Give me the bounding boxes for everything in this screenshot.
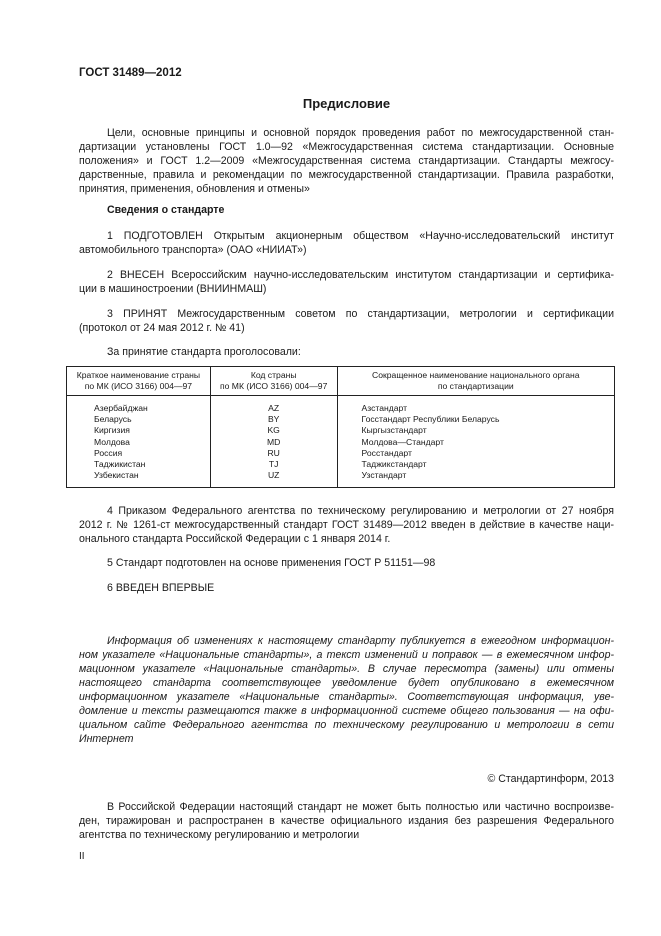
text-line: ции в машиностроении (ВНИИНМАШ) <box>79 283 267 295</box>
body-cell: Азстандарт <box>337 396 614 415</box>
text-line: 1 ПОДГОТОВЛЕН Открытым акционерным обществом «Научно-исследовательский институт <box>107 230 614 242</box>
text-line: 5 Стандарт подготовлен на основе применения ГОСТ Р 51151—98 <box>107 557 436 569</box>
section-heading: Сведения о стандарте <box>107 204 225 216</box>
body-cell: Таджикстандарт <box>337 459 614 470</box>
text-line: агентства по техническому регулированию и метрологии <box>79 829 360 841</box>
body-cell: Узстандарт <box>337 470 614 488</box>
text-line: онального стандарта Российской Федерации с 1 января 2014 г. <box>79 533 391 545</box>
text-line: 6 ВВЕДЕН ВПЕРВЫЕ <box>107 582 215 594</box>
table-header-row <box>67 367 615 396</box>
item-5-paragraph <box>79 556 614 570</box>
code-cell: KG <box>210 425 337 436</box>
final-paragraph <box>79 800 614 842</box>
text-line: Информация об изменениях к настоящему стандарту публикуется в ежегодном информацион- <box>107 635 614 647</box>
country-cell: Беларусь <box>67 414 211 425</box>
table-row <box>67 459 615 470</box>
text-line: принятия, применения, обновления и отмены» <box>79 183 310 195</box>
text-line: Цели, основные принципы и основной порядок проведения работ по межгосударственной стан- <box>107 127 614 139</box>
text-line: автомобильного транспорта» (ОАО «НИИАТ») <box>79 244 307 256</box>
country-cell: Азербайджан <box>67 396 211 415</box>
table-row <box>67 437 615 448</box>
item-2-paragraph <box>79 268 614 296</box>
info-paragraph <box>79 634 614 746</box>
table-row <box>67 448 615 459</box>
item-3-paragraph <box>79 307 614 335</box>
text-line: 2 ВНЕСЕН Всероссийским научно-исследовательским институтом стандартизации и сертифика- <box>107 269 614 281</box>
country-cell: Узбекистан <box>67 470 211 488</box>
country-cell: Молдова <box>67 437 211 448</box>
page-title: Предисловие <box>302 96 391 111</box>
text-line: 3 ПРИНЯТ Межгосударственным советом по стандартизации, метрологии и сертификации <box>107 308 614 320</box>
header-national-body: Сокращенное наименование национального органа по стандартизации <box>337 367 614 396</box>
text-line: информационном указателе «Национальные стандарты». Соответствующая информация, уве- <box>79 691 614 703</box>
intro-paragraph <box>79 126 614 196</box>
country-cell: Россия <box>67 448 211 459</box>
code-cell: RU <box>210 448 337 459</box>
item-1-paragraph <box>79 229 614 257</box>
text-line: мационном указателе «Национальные стандарты». В случае пересмотра (замены) или отмены <box>79 663 614 675</box>
text-line: дартизации установлены ГОСТ 1.0—92 «Межгосударственная система стандартизации. Основные <box>79 141 614 153</box>
country-cell: Киргизия <box>67 425 211 436</box>
table-row <box>67 470 615 488</box>
body-cell: Госстандарт Республики Беларусь <box>337 414 614 425</box>
code-cell: UZ <box>210 470 337 488</box>
header-country-code: Код страны по МК (ИСО 3166) 004—97 <box>210 367 337 396</box>
vote-intro: За принятие стандарта проголосовали: <box>107 346 301 358</box>
body-cell: Молдова—Стандарт <box>337 437 614 448</box>
vote-table <box>66 366 615 488</box>
item-4-paragraph <box>79 504 614 546</box>
text-line: ном указателе «Национальные стандарты», а текст изменений и поправок — в ежемесячном инфор- <box>79 649 614 661</box>
body-cell: Кыргызстандарт <box>337 425 614 436</box>
country-cell: Таджикистан <box>67 459 211 470</box>
text-line: (протокол от 24 мая 2012 г. № 41) <box>79 322 245 334</box>
copyright: © Стандартинформ, 2013 <box>487 773 614 785</box>
body-cell: Росстандарт <box>337 448 614 459</box>
text-line: настоящего стандарта соответствующее уведомление будет опубликовано в ежемесячном <box>79 677 614 689</box>
text-line: ден, тиражирован и распространен в качестве официального издания без разрешения Федерального <box>79 815 614 827</box>
text-line: положения» и ГОСТ 1.2—2009 «Межгосударственная система стандартизации. Стандарты межгосу- <box>79 155 614 167</box>
text-line: дарственные, правила и рекомендации по межгосударственной стандартизации. Правила разработки, <box>79 169 614 181</box>
code-cell: BY <box>210 414 337 425</box>
table-row <box>67 425 615 436</box>
text-line: циальном сайте Федерального агентства по техническому регулированию и метрологии в сети <box>79 719 614 731</box>
item-6-paragraph <box>79 581 614 595</box>
table-row <box>67 396 615 415</box>
text-line: 2012 г. № 1261-ст межгосударственный стандарт ГОСТ 31489—2012 введен в действие в качестве наци- <box>79 519 614 531</box>
text-line: домление и тексты размещаются также в информационной системе общего пользования — на офи- <box>79 705 614 717</box>
page-number: II <box>79 851 85 862</box>
code-cell: MD <box>210 437 337 448</box>
text-line: Интернет <box>79 733 134 745</box>
table-row <box>67 414 615 425</box>
code-cell: TJ <box>210 459 337 470</box>
text-line: В Российской Федерации настоящий стандарт не может быть полностью или частично воспроизве- <box>107 801 614 813</box>
code-cell: AZ <box>210 396 337 415</box>
document-id: ГОСТ 31489—2012 <box>79 67 182 79</box>
header-country-name: Краткое наименование страны по МК (ИСО 3166) 004—97 <box>67 367 211 396</box>
text-line: 4 Приказом Федерального агентства по техническому регулированию и метрологии от 27 ноября <box>107 505 614 517</box>
